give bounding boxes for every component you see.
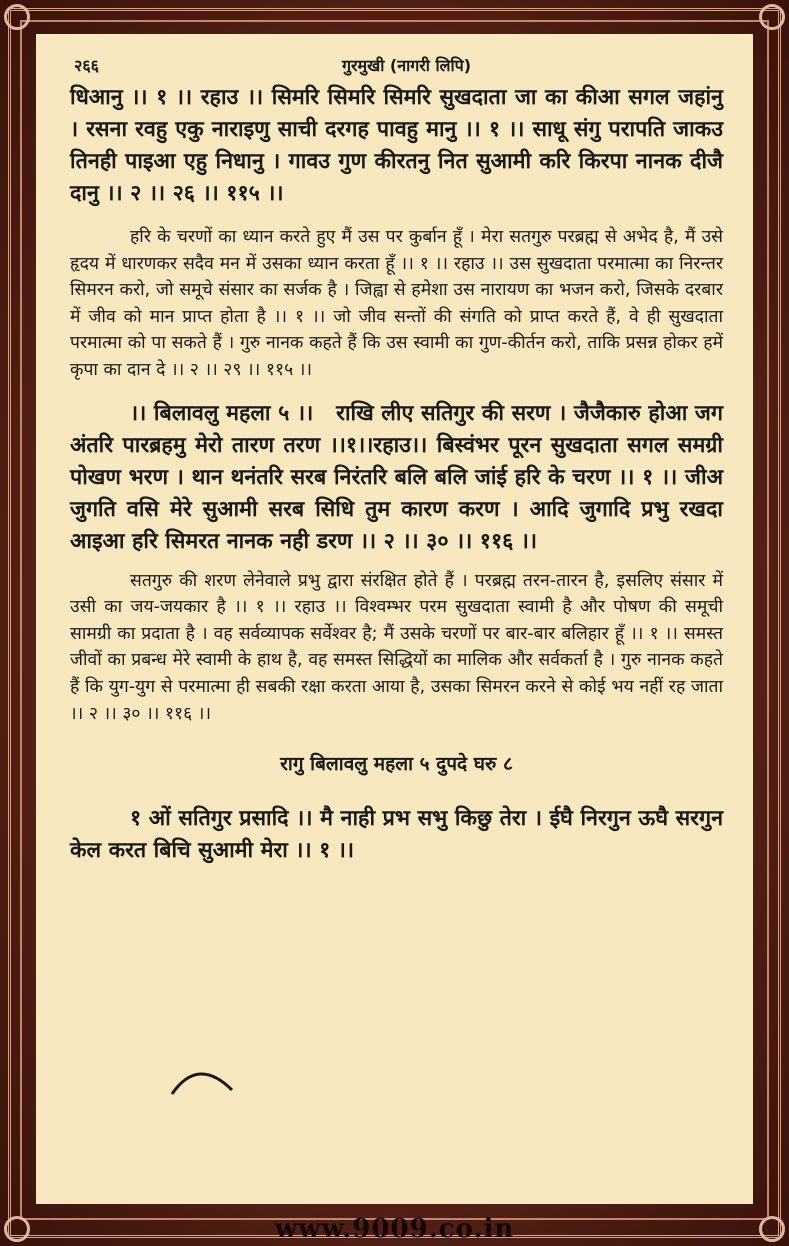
corner-ornament-top-right	[759, 4, 785, 30]
page-number: २६६	[74, 56, 99, 75]
translation-block-2: सतगुरु की शरण लेनेवाले प्रभु द्वारा संरक्षित होते हैं । परब्रह्म तरन-तारन है, इसलिए संसार में उसी का जय-जयकार है ।। १ ।। रहाउ ।। विश्वम्भर परम सुखदाता स्वामी है और पोषण की समूची सामग्री का प्रदाता है । वह सर्वव्यापक सर्वेश्वर है; मैं उसके चरणों पर बार-बार बलिहार हूँ ।। १ ।। समस्त जीवों का प्रबन्ध मेरे स्वामी के हाथ है, वह समस्त सिद्धियों का मालिक और सर्वकर्ता है । गुरु नानक कहते हैं कि युग-युग से परमात्मा ही सबकी रक्षा करता आया है, उसका सिमरन करने से कोई भय नहीं रह जाता ।। २ ।। ३० ।। ११६ ।।	[70, 570, 723, 724]
translation-block-1: हरि के चरणों का ध्यान करते हुए मैं उस पर कुर्बान हूँ । मेरा सतगुरु परब्रह्म से अभेद है, मैं उसे हृदय में धारणकर सदैव मन में उसका ध्यान करता हूँ ।। १ ।। रहाउ ।। उस सुखदाता परमात्मा का निरन्तर सिमरन करो, जो समूचे संसार का सर्जक है । जिह्वा से हमेशा उस नारायण का भजन करो, जिसके दरबार में जीव को मान प्राप्त होता है ।। १ ।। जो जीव सन्तों की संगति को प्राप्त करते हैं, वे ही सुखदाता परमात्मा को पा सकते हैं । गुरु नानक कहते हैं कि उस स्वामी का गुण-कीर्तन करो, ताकि प्रसन्न होकर हमें कृपा का दान दे ।। २ ।। २९ ।। ११५ ।।	[70, 227, 723, 380]
verse-block-3: १ ओं सतिगुर प्रसादि ।। मै नाही प्रभ सभु किछु तेरा । ईघै निरगुन ऊघै सरगुन केल करत बिचि सुआमी मेरा ।। १ ।।	[70, 806, 723, 864]
verse-block-1: धिआनु ।। १ ।। रहाउ ।। सिमरि सिमरि सिमरि सुखदाता जा का कीआ सगल जहांनु । रसना रवहु एकु नाराइणु साची दरगह पावहु मानु ।। १ ।। साधू संगु परापति जाकउ तिनही पाइआ एहु निधानु । गावउ गुण कीरतनु नित सुआमी करि किरपा नानक दीजै दानु ।। २ ।। २६ ।। ११५ ।।	[70, 85, 723, 206]
corner-ornament-top-left	[4, 4, 30, 30]
shabad-heading: ।। बिलावलु महला ५ ।।	[130, 400, 314, 426]
scripture-page	[36, 34, 753, 1204]
raag-heading: रागु बिलावलु महला ५ दुपदे घरु ८	[280, 753, 513, 776]
verse-text-2: राखि लीए सतिगुर की सरण । जैजैकारु होआ जग अंतरि पारब्रहमु मेरो तारण तरण ।।१।।रहाउ।। बिस्वंभर पूरन सुखदाता सगल समग्री पोखण भरण । थान थनंतरि सरब निरंतरि बलि बलि जांई हरि के चरण ।। १ ।। जीअ जुगति वसि मेरे सुआमी सरब सिधि तुम कारण करण । आदि जुगादि प्रभु रखदा आइआ हरि सिमरत नानक नही डरण ।। २ ।। ३० ।। ११६ ।।	[70, 400, 723, 554]
page-header	[70, 48, 723, 80]
ek-onkar-arc-icon	[168, 1062, 238, 1096]
page-title: गुरमुखी (नागरी लिपि)	[342, 56, 472, 75]
verse-block-2	[70, 398, 723, 558]
footer-url[interactable]: www.9009.co.in	[274, 1214, 515, 1244]
